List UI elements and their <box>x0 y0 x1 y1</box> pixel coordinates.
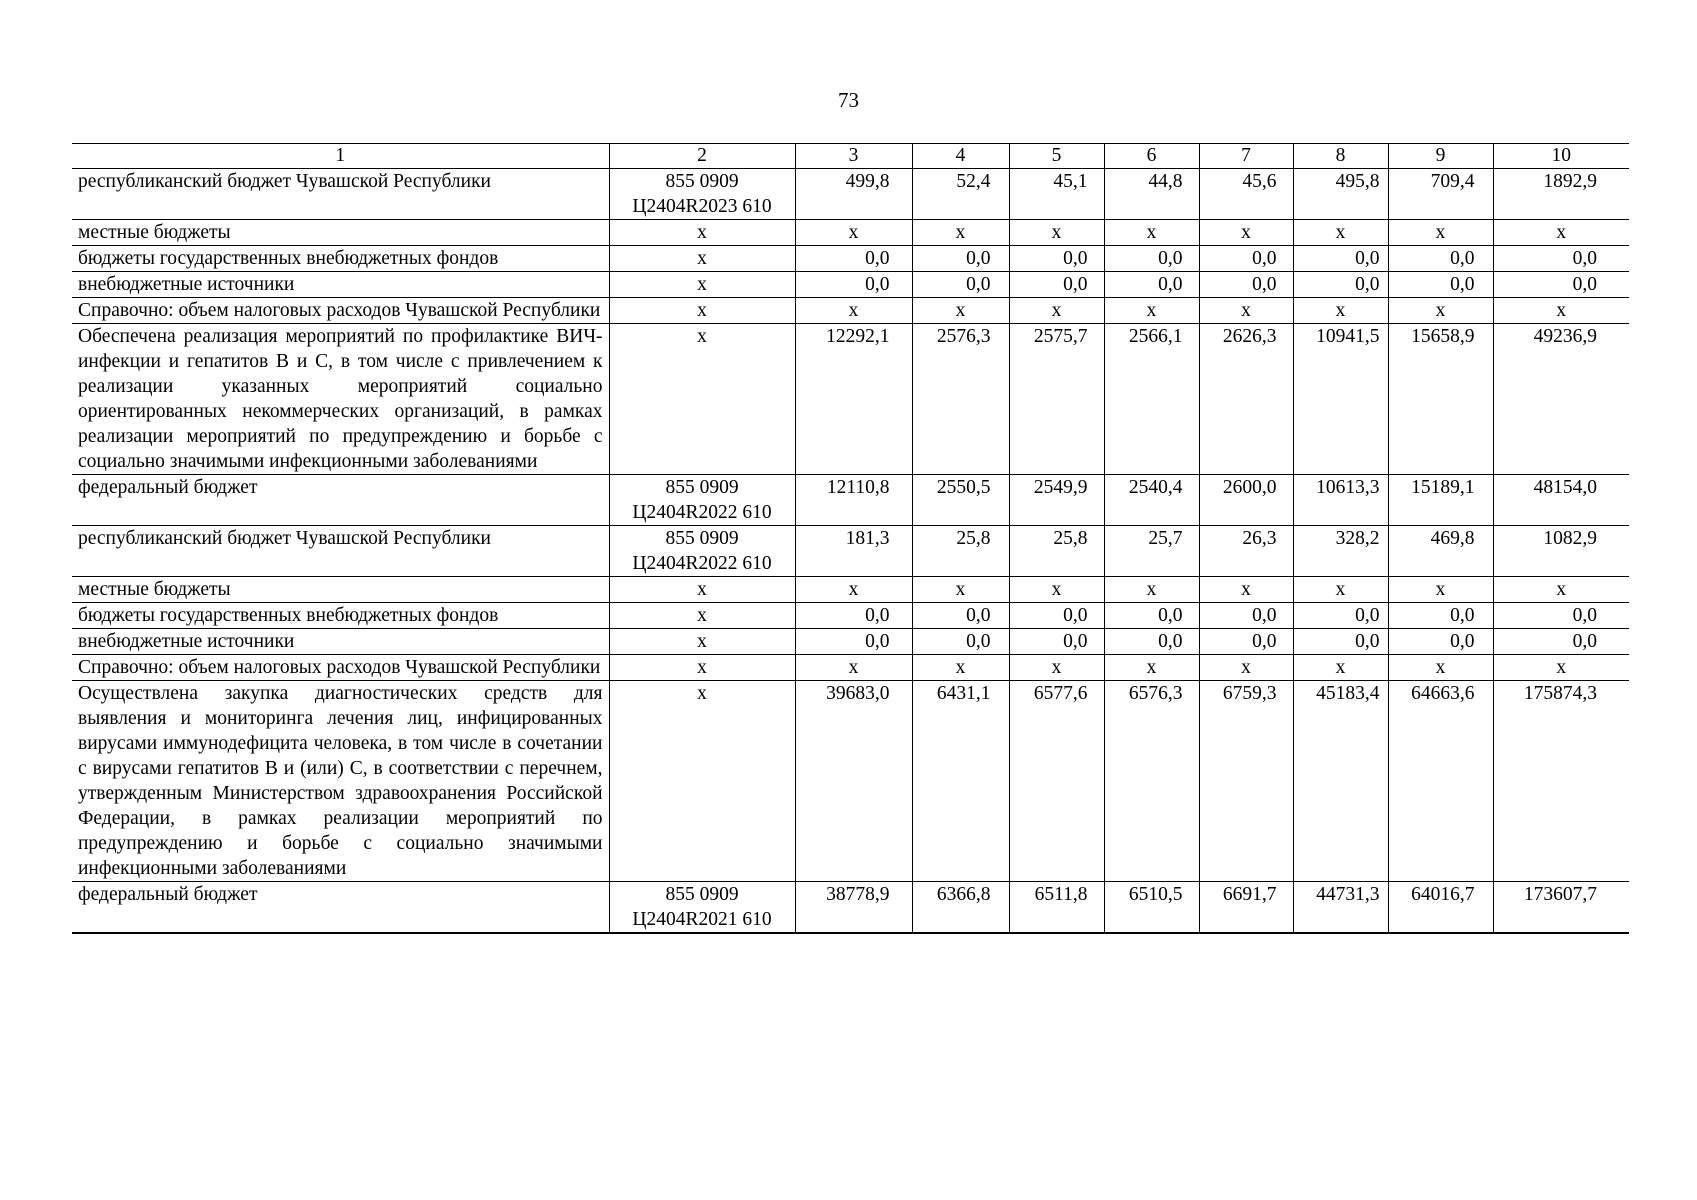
budget-code-line: x <box>697 605 707 626</box>
value-col-7: 2600,0 <box>1199 475 1293 526</box>
value-col-3: 39683,0 <box>795 681 912 882</box>
table-row <box>72 577 1629 603</box>
row-description: республиканский бюджет Чувашской Республики <box>72 169 609 220</box>
budget-code <box>609 681 795 882</box>
value-col-4: 0,0 <box>912 603 1009 629</box>
table-row <box>72 246 1629 272</box>
value-col-9: 709,4 <box>1388 169 1493 220</box>
value-col-4: 52,4 <box>912 169 1009 220</box>
value-col-9: 0,0 <box>1388 629 1493 655</box>
budget-code-line: x <box>697 274 707 295</box>
value-col-6: x <box>1104 655 1199 681</box>
column-header-10: 10 <box>1493 144 1629 169</box>
value-col-5: 0,0 <box>1009 272 1104 298</box>
value-col-4: x <box>912 577 1009 603</box>
value-col-10: 173607,7 <box>1493 882 1629 934</box>
value-col-4: 2576,3 <box>912 324 1009 475</box>
value-col-7: 6691,7 <box>1199 882 1293 934</box>
value-col-8: 0,0 <box>1293 272 1388 298</box>
value-col-6: x <box>1104 298 1199 324</box>
value-col-6: x <box>1104 577 1199 603</box>
budget-code <box>609 526 795 577</box>
column-header-3: 3 <box>795 144 912 169</box>
value-col-4: 25,8 <box>912 526 1009 577</box>
table-header-row <box>72 144 1629 169</box>
row-description: Обеспечена реализация мероприятий по профилактике ВИЧ-инфекции и гепатитов B и C, в том числе с привлечением к реализации указанных мероприятий социально ориентированных некоммерческих организаций, в рамках реализации мероприятий по предупреждению и борьбе с социально значимыми инфекционными заболеваниями <box>72 324 609 475</box>
value-col-4: 0,0 <box>912 246 1009 272</box>
budget-code-line: Ц2404R2022 610 <box>632 553 772 574</box>
value-col-3: 0,0 <box>795 629 912 655</box>
value-col-8: 0,0 <box>1293 246 1388 272</box>
value-col-10: 0,0 <box>1493 629 1629 655</box>
value-col-9: x <box>1388 220 1493 246</box>
value-col-10: 0,0 <box>1493 246 1629 272</box>
column-header-9: 9 <box>1388 144 1493 169</box>
value-col-8: 328,2 <box>1293 526 1388 577</box>
value-col-8: x <box>1293 220 1388 246</box>
budget-code <box>609 655 795 681</box>
value-col-4: 0,0 <box>912 272 1009 298</box>
budget-code-line: Ц2404R2023 610 <box>632 196 772 217</box>
value-col-5: x <box>1009 220 1104 246</box>
table-row <box>72 169 1629 220</box>
budget-code-line: 855 0909 <box>665 884 739 905</box>
value-col-4: 6431,1 <box>912 681 1009 882</box>
value-col-7: 0,0 <box>1199 246 1293 272</box>
budget-code-line: Ц2404R2022 610 <box>632 502 772 523</box>
column-header-8: 8 <box>1293 144 1388 169</box>
budget-code <box>609 577 795 603</box>
budget-code-line: x <box>697 657 707 678</box>
table-row <box>72 629 1629 655</box>
column-header-2: 2 <box>609 144 795 169</box>
value-col-9: 15658,9 <box>1388 324 1493 475</box>
value-col-10: 0,0 <box>1493 272 1629 298</box>
row-description: федеральный бюджет <box>72 475 609 526</box>
value-col-10: 48154,0 <box>1493 475 1629 526</box>
value-col-10: x <box>1493 577 1629 603</box>
value-col-3: x <box>795 655 912 681</box>
value-col-5: 2575,7 <box>1009 324 1104 475</box>
value-col-8: x <box>1293 655 1388 681</box>
column-header-6: 6 <box>1104 144 1199 169</box>
row-description: местные бюджеты <box>72 577 609 603</box>
table-row <box>72 324 1629 475</box>
row-description: бюджеты государственных внебюджетных фондов <box>72 603 609 629</box>
value-col-4: x <box>912 655 1009 681</box>
value-col-7: 6759,3 <box>1199 681 1293 882</box>
value-col-3: x <box>795 298 912 324</box>
page-number: 73 <box>838 88 859 112</box>
column-header-7: 7 <box>1199 144 1293 169</box>
value-col-4: x <box>912 220 1009 246</box>
budget-code <box>609 475 795 526</box>
value-col-9: 15189,1 <box>1388 475 1493 526</box>
table-row <box>72 603 1629 629</box>
value-col-7: x <box>1199 577 1293 603</box>
table-row <box>72 882 1629 934</box>
value-col-8: 45183,4 <box>1293 681 1388 882</box>
value-col-5: 0,0 <box>1009 246 1104 272</box>
value-col-6: 2540,4 <box>1104 475 1199 526</box>
value-col-6: 6576,3 <box>1104 681 1199 882</box>
value-col-3: 0,0 <box>795 272 912 298</box>
row-description: внебюджетные источники <box>72 272 609 298</box>
value-col-5: 45,1 <box>1009 169 1104 220</box>
value-col-10: 0,0 <box>1493 603 1629 629</box>
value-col-4: x <box>912 298 1009 324</box>
budget-code <box>609 169 795 220</box>
value-col-3: 12292,1 <box>795 324 912 475</box>
value-col-7: 26,3 <box>1199 526 1293 577</box>
table-row <box>72 272 1629 298</box>
budget-code <box>609 298 795 324</box>
budget-code-line: x <box>697 631 707 652</box>
value-col-5: 25,8 <box>1009 526 1104 577</box>
value-col-6: 0,0 <box>1104 603 1199 629</box>
value-col-4: 2550,5 <box>912 475 1009 526</box>
table-body <box>72 169 1629 934</box>
budget-code <box>609 220 795 246</box>
row-description: республиканский бюджет Чувашской Республики <box>72 526 609 577</box>
value-col-4: 6366,8 <box>912 882 1009 934</box>
value-col-7: 2626,3 <box>1199 324 1293 475</box>
value-col-9: x <box>1388 655 1493 681</box>
value-col-5: x <box>1009 298 1104 324</box>
value-col-10: 1892,9 <box>1493 169 1629 220</box>
value-col-7: 0,0 <box>1199 629 1293 655</box>
budget-code-line: x <box>697 579 707 600</box>
value-col-6: 0,0 <box>1104 246 1199 272</box>
row-description: местные бюджеты <box>72 220 609 246</box>
value-col-9: 0,0 <box>1388 272 1493 298</box>
value-col-3: 0,0 <box>795 603 912 629</box>
value-col-5: x <box>1009 655 1104 681</box>
row-description: Справочно: объем налоговых расходов Чувашской Республики <box>72 298 609 324</box>
value-col-8: 495,8 <box>1293 169 1388 220</box>
budget-code-line: x <box>697 683 707 704</box>
value-col-10: 175874,3 <box>1493 681 1629 882</box>
value-col-5: 0,0 <box>1009 603 1104 629</box>
value-col-10: x <box>1493 220 1629 246</box>
value-col-8: 44731,3 <box>1293 882 1388 934</box>
row-description: Справочно: объем налоговых расходов Чувашской Республики <box>72 655 609 681</box>
value-col-10: 49236,9 <box>1493 324 1629 475</box>
value-col-10: x <box>1493 298 1629 324</box>
value-col-9: 0,0 <box>1388 603 1493 629</box>
value-col-9: 469,8 <box>1388 526 1493 577</box>
value-col-7: 45,6 <box>1199 169 1293 220</box>
budget-code <box>609 882 795 934</box>
value-col-10: 1082,9 <box>1493 526 1629 577</box>
value-col-8: 0,0 <box>1293 629 1388 655</box>
table-row <box>72 655 1629 681</box>
budget-code-line: x <box>697 300 707 321</box>
budget-code <box>609 272 795 298</box>
value-col-5: 6511,8 <box>1009 882 1104 934</box>
value-col-5: 6577,6 <box>1009 681 1104 882</box>
value-col-6: 0,0 <box>1104 272 1199 298</box>
value-col-4: 0,0 <box>912 629 1009 655</box>
value-col-9: 64016,7 <box>1388 882 1493 934</box>
value-col-8: x <box>1293 298 1388 324</box>
value-col-5: 0,0 <box>1009 629 1104 655</box>
budget-code <box>609 629 795 655</box>
value-col-8: 10941,5 <box>1293 324 1388 475</box>
value-col-6: 2566,1 <box>1104 324 1199 475</box>
row-description: Осуществлена закупка диагностических средств для выявления и мониторинга лечения лиц, инфицированных вирусами иммунодефицита человека, в том числе в сочетании с вирусами гепатитов B и (или) C, в соответствии с перечнем, утвержденным Министерством здравоохранения Российской Федерации, в рамках реализации мероприятий по предупреждению и борьбе с социально значимыми инфекционными заболеваниями <box>72 681 609 882</box>
value-col-3: 499,8 <box>795 169 912 220</box>
value-col-6: 6510,5 <box>1104 882 1199 934</box>
value-col-3: 12110,8 <box>795 475 912 526</box>
value-col-9: 64663,6 <box>1388 681 1493 882</box>
value-col-10: x <box>1493 655 1629 681</box>
column-header-5: 5 <box>1009 144 1104 169</box>
budget-code-line: x <box>697 326 707 347</box>
budget-code <box>609 603 795 629</box>
row-description: бюджеты государственных внебюджетных фондов <box>72 246 609 272</box>
value-col-5: 2549,9 <box>1009 475 1104 526</box>
value-col-6: 25,7 <box>1104 526 1199 577</box>
value-col-3: 38778,9 <box>795 882 912 934</box>
value-col-3: 181,3 <box>795 526 912 577</box>
table-row <box>72 220 1629 246</box>
value-col-9: 0,0 <box>1388 246 1493 272</box>
value-col-7: 0,0 <box>1199 272 1293 298</box>
value-col-9: x <box>1388 577 1493 603</box>
value-col-8: x <box>1293 577 1388 603</box>
value-col-6: 44,8 <box>1104 169 1199 220</box>
budget-table <box>72 143 1629 934</box>
value-col-7: x <box>1199 655 1293 681</box>
value-col-7: x <box>1199 298 1293 324</box>
value-col-9: x <box>1388 298 1493 324</box>
value-col-8: 0,0 <box>1293 603 1388 629</box>
value-col-3: x <box>795 220 912 246</box>
budget-code-line: x <box>697 222 707 243</box>
value-col-6: x <box>1104 220 1199 246</box>
value-col-7: x <box>1199 220 1293 246</box>
value-col-8: 10613,3 <box>1293 475 1388 526</box>
value-col-3: x <box>795 577 912 603</box>
budget-code-line: Ц2404R2021 610 <box>632 909 772 930</box>
table-row <box>72 681 1629 882</box>
budget-code-line: 855 0909 <box>665 477 739 498</box>
budget-code <box>609 324 795 475</box>
budget-code <box>609 246 795 272</box>
column-header-1: 1 <box>72 144 609 169</box>
budget-code-line: 855 0909 <box>665 171 739 192</box>
table-row <box>72 298 1629 324</box>
row-description: внебюджетные источники <box>72 629 609 655</box>
column-header-4: 4 <box>912 144 1009 169</box>
row-description: федеральный бюджет <box>72 882 609 934</box>
value-col-6: 0,0 <box>1104 629 1199 655</box>
value-col-7: 0,0 <box>1199 603 1293 629</box>
budget-code-line: 855 0909 <box>665 528 739 549</box>
table-row <box>72 475 1629 526</box>
value-col-3: 0,0 <box>795 246 912 272</box>
budget-code-line: x <box>697 248 707 269</box>
table-row <box>72 526 1629 577</box>
value-col-5: x <box>1009 577 1104 603</box>
